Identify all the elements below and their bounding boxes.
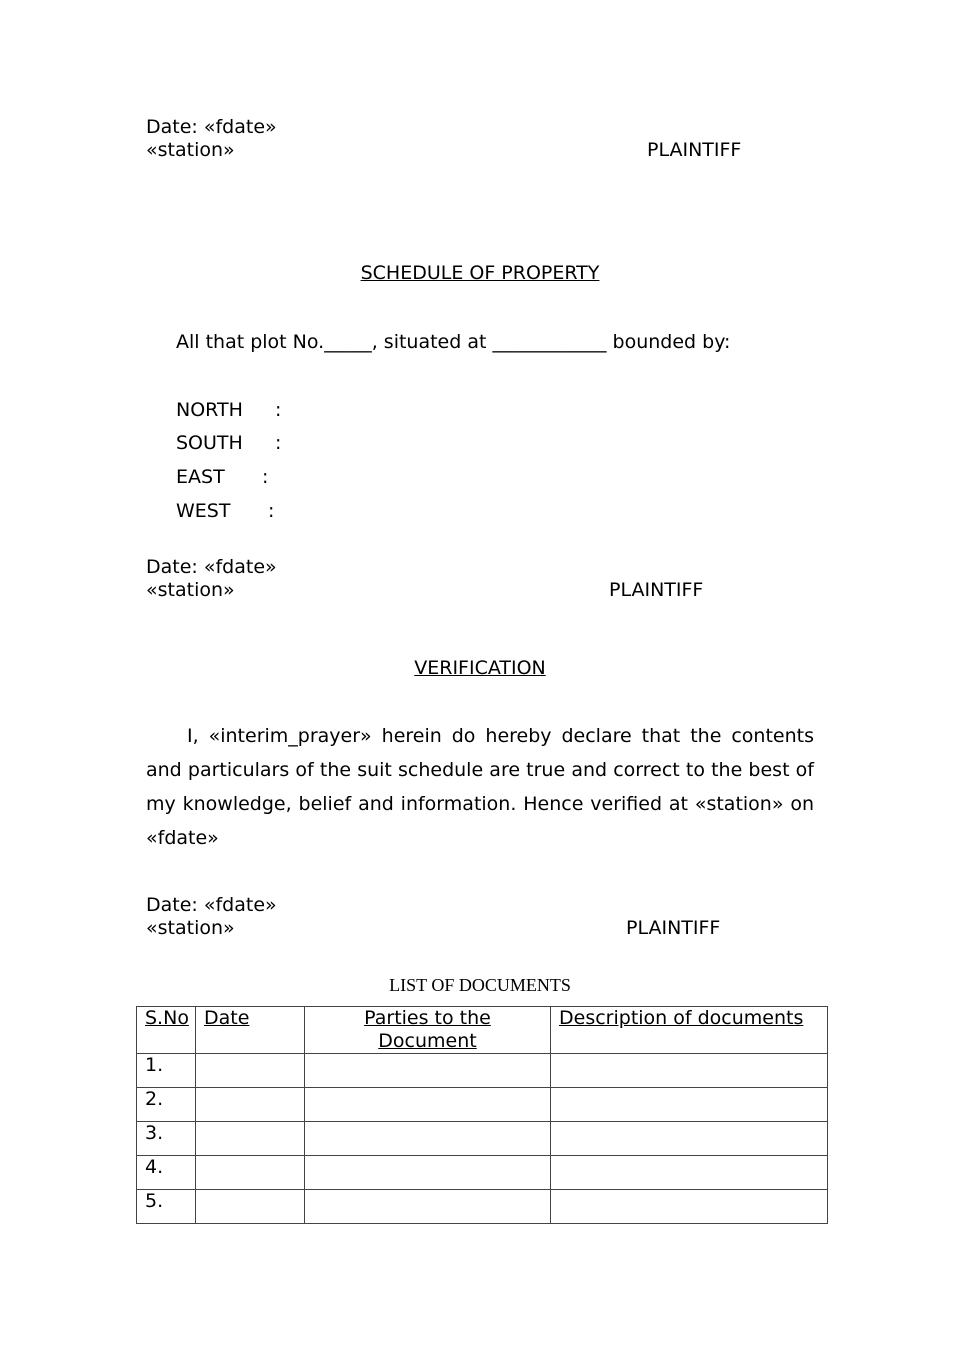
date-line-1: Date: «fdate» xyxy=(146,116,277,138)
row-date-cell xyxy=(196,1054,305,1088)
row-parties-cell xyxy=(305,1088,551,1122)
header-description-text: Description of documents xyxy=(559,1007,804,1029)
row-sno: 3. xyxy=(137,1122,196,1156)
table-row xyxy=(137,1156,828,1190)
boundary-west-label: WEST xyxy=(176,500,231,522)
row-sno: 1. xyxy=(137,1054,196,1088)
plaintiff-label-1: PLAINTIFF xyxy=(647,139,742,161)
row-parties-cell xyxy=(305,1190,551,1224)
documents-table xyxy=(136,1006,828,1224)
row-sno: 2. xyxy=(137,1088,196,1122)
row-date-cell xyxy=(196,1190,305,1224)
header-date xyxy=(196,1007,305,1054)
row-description-cell xyxy=(551,1088,828,1122)
row-date-cell xyxy=(196,1088,305,1122)
date-line-3: Date: «fdate» xyxy=(146,894,277,916)
station-line-2: «station» xyxy=(146,579,235,601)
row-sno: 4. xyxy=(137,1156,196,1190)
header-parties xyxy=(305,1007,551,1054)
row-description-cell xyxy=(551,1054,828,1088)
documents-title: LIST OF DOCUMENTS xyxy=(389,975,571,995)
boundary-north-label: NORTH xyxy=(176,399,243,421)
date-line-2: Date: «fdate» xyxy=(146,556,277,578)
table-row xyxy=(137,1054,828,1088)
table-row xyxy=(137,1088,828,1122)
header-sno xyxy=(137,1007,196,1054)
header-sno-text: S.No xyxy=(145,1007,189,1029)
schedule-title: SCHEDULE OF PROPERTY xyxy=(360,262,600,284)
row-date-cell xyxy=(196,1156,305,1190)
station-line-3: «station» xyxy=(146,917,235,939)
boundary-east-label: EAST xyxy=(176,466,225,488)
schedule-intro: All that plot No._____, situated at ____________ bounded by: xyxy=(176,331,731,353)
header-parties-text: Parties to the Document xyxy=(364,1007,491,1052)
row-description-cell xyxy=(551,1156,828,1190)
boundary-north-colon: : xyxy=(275,399,282,421)
verification-paragraph: I, «interim_prayer» herein do hereby declare that the contents and particulars of the suit schedule are true and correct to the best of my knowledge, belief and information. Hence verified at «station» on «fdate» xyxy=(146,725,814,849)
table-row xyxy=(137,1122,828,1156)
row-description-cell xyxy=(551,1122,828,1156)
row-date-cell xyxy=(196,1122,305,1156)
row-description-cell xyxy=(551,1190,828,1224)
plaintiff-label-3: PLAINTIFF xyxy=(626,917,721,939)
row-parties-cell xyxy=(305,1122,551,1156)
boundary-west-colon: : xyxy=(268,500,275,522)
header-description xyxy=(551,1007,828,1054)
table-row xyxy=(137,1190,828,1224)
boundary-south-colon: : xyxy=(275,432,282,454)
row-parties-cell xyxy=(305,1054,551,1088)
row-parties-cell xyxy=(305,1156,551,1190)
plaintiff-label-2: PLAINTIFF xyxy=(609,579,704,601)
verification-title: VERIFICATION xyxy=(414,657,546,679)
boundary-east-colon: : xyxy=(262,466,269,488)
table-header-row xyxy=(137,1007,828,1054)
boundary-south-label: SOUTH xyxy=(176,432,243,454)
row-sno: 5. xyxy=(137,1190,196,1224)
station-line-1: «station» xyxy=(146,139,235,161)
header-date-text: Date xyxy=(204,1007,250,1029)
